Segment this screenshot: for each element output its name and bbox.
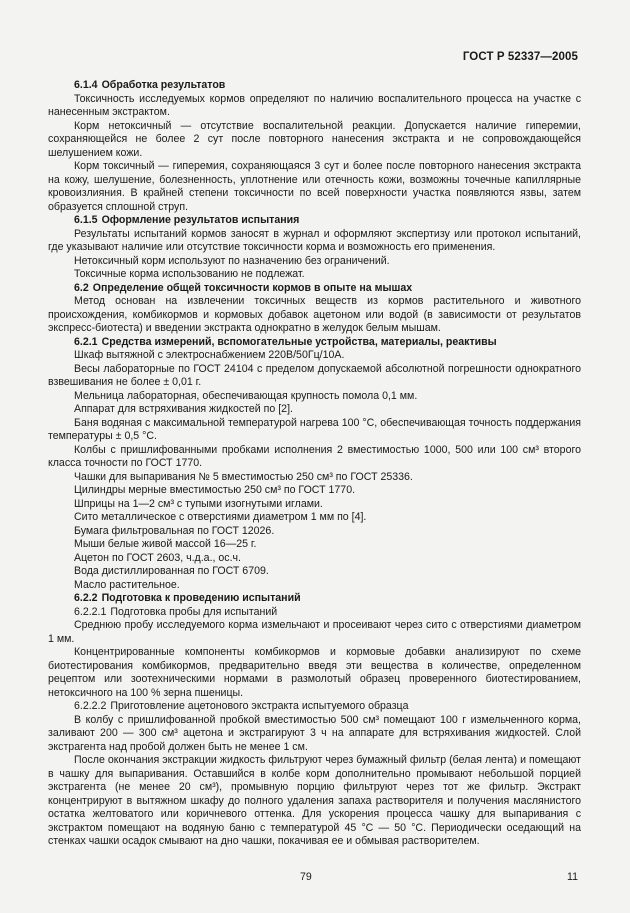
body-paragraph: Весы лабораторные по ГОСТ 24104 с пределом допускаемой абсолютной погрешности однократного взвешивания не более ± 0,01 г. [48,362,581,388]
body-paragraph: Среднюю пробу исследуемого корма измельчают и просеивают через сито с отверстиями диаметром 1 мм. [48,619,581,645]
section-number: 6.2.2.1 [74,605,107,618]
section-number: 6.2.1 [74,335,98,348]
section-number: 6.2.2 [74,592,98,604]
body-paragraph: Колбы с пришлифованными пробками исполнения 2 вместимостью 1000, 500 или 100 см³ второго класса точности по ГОСТ 1770. [48,443,581,469]
section-heading [48,214,581,228]
document-body [48,79,581,849]
section-number: 6.1.5 [74,214,98,226]
section-heading [48,282,581,296]
section-number: 6.2.2.2 [74,700,107,712]
body-paragraph: Мыши белые живой массой 16—25 г. [74,538,257,550]
section-heading [48,592,581,606]
body-paragraph: После окончания экстракции жидкость фильтруют через бумажный фильтр (белая лента) и помещают в чашку для выпаривания. Оставшийся в колбе корм дополнительно промывают небольшой порцией экстрагента (не менее 20 см³), промывную порцию фильтруют через тот же фильтр. Экстракт концентрируют в вытяжном шкафу до полного удаления запаха растворителя и получения маслянистого остатка желтоватого или коричневого оттенка. Для ускорения процесса чашку для выпаривания с экстрактом помещают на водяную баню с температурой 45 °С — 50 °С. Периодически оседающий на стенках чашки осадок смывают на дно чашки, покачивая ее и обмывая растворителем. [48,754,581,847]
page-number-right: 11 [567,871,578,883]
section-number: 6.1.4 [74,79,98,91]
body-paragraph: В колбу с пришлифованной пробкой вместимостью 500 см³ помещают 100 г измельченного корма, заливают 200 — 300 см³ ацетона и экстрагируют 3 ч на аппарате для встряхивания жидкостей. Слой экстрагента над пробой должен быть не менее 1 см. [48,713,581,753]
section-title: Оформление результатов испытания [101,214,300,226]
page-number-center: 79 [300,871,312,883]
standard-header: ГОСТ Р 52337—2005 [462,51,578,63]
body-paragraph: Масло растительное. [74,578,180,591]
body-paragraph: Цилиндры мерные вместимостью 250 см³ по ГОСТ 1770. [74,484,356,496]
body-paragraph: Корм токсичный — гиперемия, сохраняющаяся 3 сут и более после повторного нанесения экстракта на кожу, шелушение, болезненность, уплотнение или отечность кожи, возможны точечные капиллярные кровоизлияния. В крайней степени токсичности по всей поверхности участка появляются язвы, затем образуется сплошной струп. [48,160,581,213]
section-title: Подготовка пробы для испытаний [110,605,278,618]
body-paragraph: Вода дистиллированная по ГОСТ 6709. [74,565,269,577]
body-paragraph: Корм нетоксичный — отсутствие воспалительной реакции. Допускается наличие гиперемии, сохраняющейся не более 2 сут после повторного нанесения экстракта и не сопровождающейся шелушением кожи. [48,119,581,159]
body-paragraph: Нетоксичный корм используют по назначению без ограничений. [74,254,390,267]
body-paragraph: Шкаф вытяжной с электроснабжением 220В/50Гц/10А. [74,349,345,361]
subsection-heading [48,606,581,620]
body-paragraph: Токсичность исследуемых кормов определяют по наличию воспалительного процесса на участке с нанесенным экстрактом. [48,92,581,118]
body-paragraph: Баня водяная с максимальной температурой нагрева 100 °С, обеспечивающая точность поддержания температуры ± 0,5 °С. [48,416,581,442]
body-paragraph: Токсичные корма использованию не подлежат. [74,268,305,280]
section-heading [48,79,581,93]
body-paragraph: Сито металлическое с отверстиями диаметром 1 мм по [4]. [74,511,367,523]
body-paragraph: Бумага фильтровальная по ГОСТ 12026. [74,524,275,537]
body-paragraph: Ацетон по ГОСТ 2603, ч.д.а., ос.ч. [74,551,241,564]
section-title: Обработка результатов [101,79,226,91]
body-paragraph: Концентрированные компоненты комбикормов и кормовые добавки анализируют по схеме биотестирования комбикормов, предварительно введя эти вещества в количестве, определенном рецептом или зоотехническими нормами в размолотый образец провеpенного биотестированием, нетоксичного на 100 % зерна пшеницы. [48,646,581,699]
body-paragraph: Метод основан на извлечении токсичных веществ из кормов растительного и животного происхождения, комбикормов и кормовых добавок ацетоном или водой (в зависимости от результатов экспресс-биотеста) и введении экстракта однократно в желудок белым мышам. [48,295,581,334]
section-title: Приготовление ацетонового экстракта испытуемого образца [110,700,409,712]
body-paragraph: Аппарат для встряхивания жидкостей по [2]. [74,403,293,415]
section-number: 6.2 [74,281,89,294]
body-paragraph: Результаты испытаний кормов заносят в журнал и оформляют экспертизу или протокол испытаний, где указывают наличие или отсутствие токсичности корма и возможность его применения. [48,227,581,253]
section-title: Средства измерений, вспомогательные устройства, материалы, реактивы [101,335,497,348]
section-title: Определение общей токсичности кормов в опыте на мышах [92,281,413,294]
section-heading [48,336,581,350]
body-paragraph: Мельница лабораторная, обеспечивающая крупность помола 0,1 мм. [74,389,418,402]
body-paragraph: Шприцы на 1—2 см³ с тупыми изогнутыми иглами. [74,497,323,510]
subsection-heading [48,700,581,714]
section-title: Подготовка к проведению испытаний [101,592,301,604]
body-paragraph: Чашки для выпаривания № 5 вместимостью 250 см³ по ГОСТ 25336. [74,470,413,483]
